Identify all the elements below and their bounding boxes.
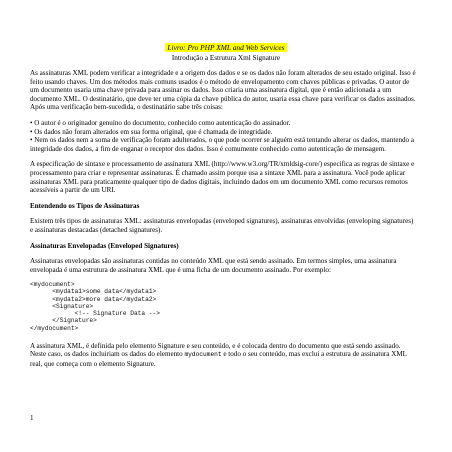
code-line: <Signature> xyxy=(30,302,94,310)
closing-paragraph xyxy=(30,342,416,369)
intro-paragraph: As assinaturas XML podem verificar a integridade e a origem dos dados e se os dados não foram alterados de seu estado original. Isso é feito usando chaves. Um dos métodos mais comuns usados é o método de envelopamento com chaves públicas e privadas. O autor de um documento usaria uma chave privada para assinar os dados. Isso criaria uma assinatura digital, que é então adicionada a um documento XML. O destinatário, que deve ter uma cópia da chave pública do autor, usaria essa chave para verificar os dados assinados. Após uma verificação bem-sucedida, o destinatário sabe três coisas: xyxy=(30,69,416,112)
code-example xyxy=(30,281,416,331)
closing-text-part2: e todo o seu conteúdo, mas exclui a estrutura de assinatura XML real, que começa com o elemento Signature. xyxy=(30,350,407,368)
bullet-item: • Os dados não foram alterados em sua forma original, que é chamada de integridade. xyxy=(30,127,273,136)
code-line: <mydata2>more data</mydata2> xyxy=(30,295,157,303)
spec-paragraph: A especificação de sintaxe e processamento de assinatura XML (http://www.w3.org/TR/xmldsig-core/) especifica as regras de sintaxe e processamento para criar e representar assinaturas. É chamado assim porque usa a sintaxe XML para a assinatura. Você pode aplicar assinaturas XML para praticamente qualquer tipo de dados digitais, incluindo dados em um documento XML como recursos remotos acessíveis a partir de um URI. xyxy=(30,160,415,195)
page-number: 1 xyxy=(30,414,34,422)
code-line: </mydocument> xyxy=(30,324,79,332)
types-paragraph: Existem três tipos de assinaturas XML: assinaturas envelopadas (enveloped signatures), assinaturas envolvidas (enveloping signatures) e assinaturas destacadas (detached signatures). xyxy=(30,217,414,234)
code-line: <mydata1>some data</mydata1> xyxy=(30,288,157,296)
book-title-container xyxy=(0,37,452,55)
bullet-item: • Nem os dados nem a soma de verificação foram adulterados, o que pode ocorrer se alguém está tentando alterar os dados, mantendo a integridade dos dados, a fim de enganar o receptor dos dados. Isso é comumente conhecido como autenticação de mensagem. xyxy=(30,136,415,153)
book-title: Livro: Pro PHP XML and Web Services xyxy=(167,43,285,52)
enveloped-paragraph: Assinaturas envelopadas são assinaturas contidas no conteúdo XML que está sendo assinado. Em termos simples, uma assinatura envelopada é uma estrutura de assinatura XML que é uma ficha de um documento assinado. Por exemplo: xyxy=(30,257,397,274)
inline-code-mydocument: mydocument xyxy=(184,351,222,359)
bullet-item: • O autor é o originador genuíno do documento, conhecido como autenticação do assinador. xyxy=(30,118,291,127)
chapter-title: Introdução a Estrutura Xml Signature xyxy=(171,54,281,62)
code-line: <mydocument> xyxy=(30,281,75,289)
document-body xyxy=(30,69,416,375)
closing-text-part1: A assinatura XML, é definida pelo elemento Signature e seu conteúdo, e é colocada dentro do documento que está sendo assinado. Neste caso, os dados incluiriam os dados do elemento xyxy=(30,341,401,359)
code-line: <!-- Signature Data --> xyxy=(30,310,160,318)
section-heading-enveloped: Assinaturas Envelopadas (Enveloped Signatures) xyxy=(30,241,179,250)
section-heading-types: Entendendo os Tipos de Assinaturas xyxy=(30,201,140,210)
code-line: </Signature> xyxy=(30,317,97,325)
